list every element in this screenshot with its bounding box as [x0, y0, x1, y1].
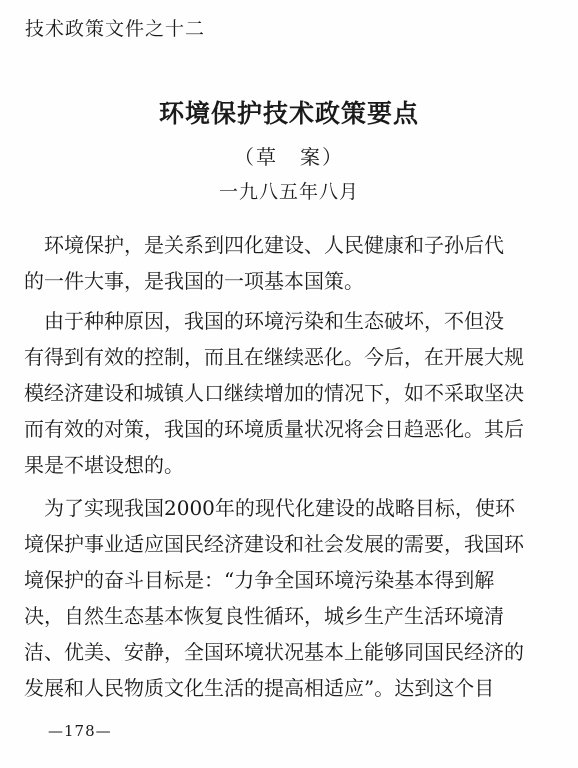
body-line: 果是不堪设想的。: [24, 453, 184, 477]
document-subtitle: （草 案）: [234, 145, 344, 169]
body-line: 有得到有效的控制，而且在继续恶化。今后，在开展大规: [24, 345, 524, 369]
page-number: —178—: [48, 722, 112, 740]
body-line: 环境保护，是关系到四化建设、人民健康和子孙后代: [24, 233, 504, 257]
body-line: 境保护的奋斗目标是：“力争全国环境污染基本得到解: [24, 568, 495, 592]
document-date: 一九八五年八月: [218, 181, 359, 203]
body-line: 发展和人民物质文化生活的提高相适应”。达到这个目: [24, 676, 495, 700]
body-line: 为了实现我国2000年的现代化建设的战略目标，使环: [24, 496, 515, 520]
body-line: 由于种种原因，我国的环境污染和生态破坏，不但没: [24, 309, 504, 333]
document-series-label: 技术政策文件之十二: [25, 18, 206, 40]
body-line: 决，自然生态基本恢复良性循环，城乡生产生活环境清: [24, 604, 504, 628]
body-line: 的一件大事，是我国的一项基本国策。: [24, 269, 364, 293]
body-line: 洁、优美、安静，全国环境状况基本上能够同国民经济的: [24, 640, 524, 664]
body-line: 而有效的对策，我国的环境质量状况将会日趋恶化。其后: [24, 417, 524, 441]
document-title: 环境保护技术政策要点: [158, 99, 419, 128]
body-line: 境保护事业适应国民经济建设和社会发展的需要，我国环: [24, 532, 524, 556]
body-line: 模经济建设和城镇人口继续增加的情况下，如不采取坚决: [24, 381, 524, 405]
